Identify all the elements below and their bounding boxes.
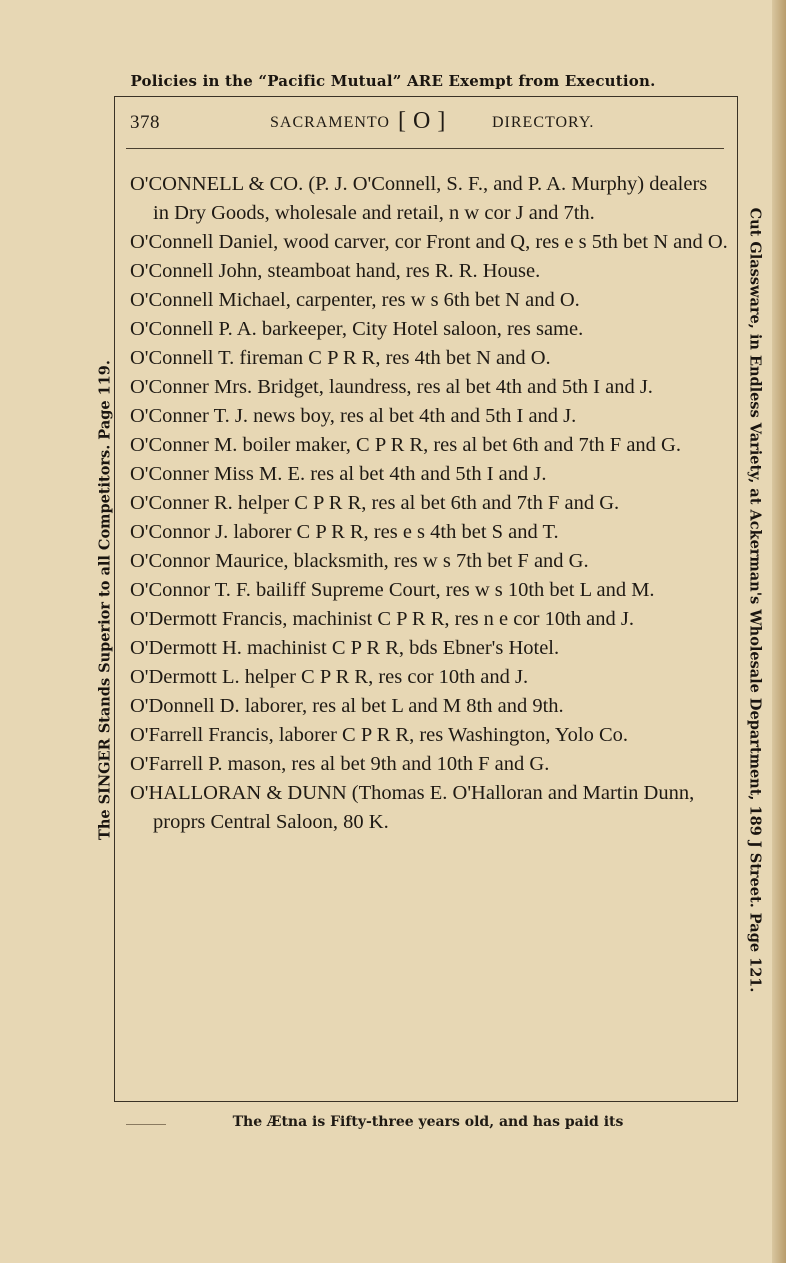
directory-entry: O'HALLORAN & DUNN (Thomas E. O'Halloran and Martin Dunn, proprs Central Saloon, 80 K. bbox=[130, 782, 695, 833]
left-margin-advertisement: The SINGER Stands Superior to all Competitors. Page 119. bbox=[96, 360, 114, 840]
directory-entry: O'Conner Mrs. Bridget, laundress, res al bet 4th and 5th I and J. bbox=[130, 376, 653, 398]
directory-entry: O'Dermott H. machinist C P R R, bds Ebner's Hotel. bbox=[130, 637, 560, 659]
directory-entry: O'Donnell D. laborer, res al bet L and M 8th and 9th. bbox=[130, 695, 564, 717]
page-number: 378 bbox=[130, 112, 160, 133]
directory-entry: O'Connor T. F. bailiff Supreme Court, res w s 10th bet L and M. bbox=[130, 579, 655, 601]
directory-entry: O'Conner T. J. news boy, res al bet 4th and 5th I and J. bbox=[130, 405, 577, 427]
directory-entry: O'Farrell P. mason, res al bet 9th and 10th F and G. bbox=[130, 753, 550, 775]
directory-entry: O'Connell T. fireman C P R R, res 4th bet N and O. bbox=[130, 347, 551, 369]
directory-entries bbox=[130, 170, 728, 837]
directory-entry: O'Dermott Francis, machinist C P R R, res n e cor 10th and J. bbox=[130, 608, 634, 630]
directory-entry: O'Farrell Francis, laborer C P R R, res Washington, Yolo Co. bbox=[130, 724, 629, 746]
directory-entry: O'Conner Miss M. E. res al bet 4th and 5th I and J. bbox=[130, 463, 547, 485]
page-edge bbox=[772, 0, 786, 1263]
directory-entry: O'Connor Maurice, blacksmith, res w s 7th bet F and G. bbox=[130, 550, 589, 572]
directory-entry: O'CONNELL & CO. (P. J. O'Connell, S. F., and P. A. Murphy) dealers in Dry Goods, wholesale and retail, n w cor J and 7th. bbox=[130, 173, 708, 224]
right-margin-advertisement: Cut Glassware, in Endless Variety, at Ackerman's Wholesale Department, 189 J Street. Page 121. bbox=[746, 207, 764, 993]
top-advertisement-banner: Policies in the “Pacific Mutual” ARE Exempt from Execution. bbox=[130, 72, 656, 90]
header-title: SACRAMENTO bbox=[270, 114, 390, 131]
directory-entry: O'Conner M. boiler maker, C P R R, res al bet 6th and 7th F and G. bbox=[130, 434, 681, 456]
header-letter: [ O ] bbox=[398, 108, 446, 134]
directory-entry: O'Connell John, steamboat hand, res R. R. House. bbox=[130, 260, 541, 282]
header-rule bbox=[126, 148, 724, 149]
directory-entry: O'Connell P. A. barkeeper, City Hotel saloon, res same. bbox=[130, 318, 584, 340]
directory-entry: O'Conner R. helper C P R R, res al bet 6th and 7th F and G. bbox=[130, 492, 620, 514]
running-header bbox=[130, 108, 724, 142]
header-subtitle: DIRECTORY. bbox=[492, 114, 595, 131]
bottom-advertisement: The Ætna is Fifty-three years old, and has paid its bbox=[232, 1114, 624, 1130]
directory-entry: O'Connor J. laborer C P R R, res e s 4th bet S and T. bbox=[130, 521, 559, 543]
directory-entry: O'Connell Daniel, wood carver, cor Front and Q, res e s 5th bet N and O. bbox=[130, 231, 728, 253]
directory-entry: O'Connell Michael, carpenter, res w s 6th bet N and O. bbox=[130, 289, 580, 311]
directory-entry: O'Dermott L. helper C P R R, res cor 10th and J. bbox=[130, 666, 529, 688]
